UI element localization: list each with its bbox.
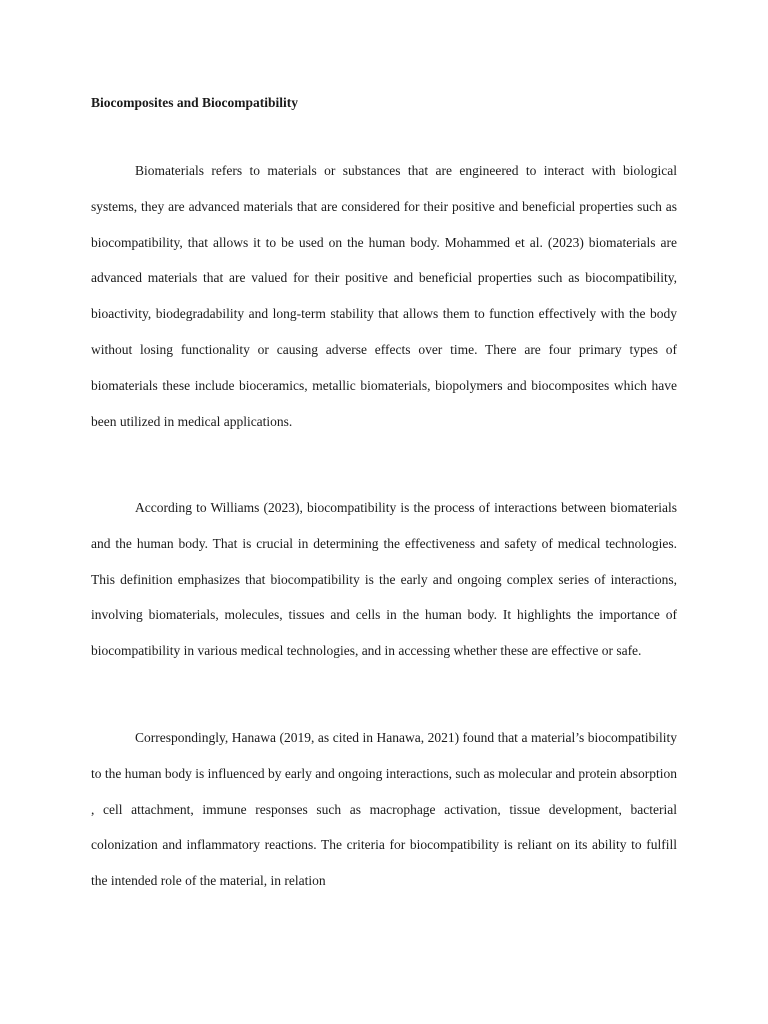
paragraph-williams: According to Williams (2023), biocompatibility is the process of interactions between biomaterials and the human body. That is crucial in determining the effectiveness and safety of medical technologies. This definition emphasizes that biocompatibility is the early and ongoing complex series of interactions, involving biomaterials, molecules, tissues and cells in the human body. It highlights the importance of biocompatibility in various medical technologies, and in accessing whether these are effective or safe. <box>91 500 677 659</box>
paragraph-biomaterials: Biomaterials refers to materials or substances that are engineered to interact with biological systems, they are advanced materials that are considered for their positive and beneficial properties such as biocompatibility, that allows it to be used on the human body. Mohammed et al. (2023) biomaterials are advanced materials that are valued for their positive and beneficial properties such as biocompatibility, bioactivity, biodegradability and long-term stability that allows them to function effectively with the body without losing functionality or causing adverse effects over time. There are four primary types of biomaterials these include bioceramics, metallic biomaterials, biopolymers and biocomposites which have been utilized in medical applications. <box>91 163 677 429</box>
paragraph-hanawa: Correspondingly, Hanawa (2019, as cited in Hanawa, 2021) found that a material’s biocompatibility to the human body is influenced by early and ongoing interactions, such as molecular and protein absorption , cell attachment, immune responses such as macrophage activation, tissue development, bacterial colonization and inflammatory reactions. The criteria for biocompatibility is reliant on its ability to fulfill the intended role of the material, in relation <box>91 730 677 889</box>
document-title: Biocomposites and Biocompatibility <box>91 95 299 110</box>
